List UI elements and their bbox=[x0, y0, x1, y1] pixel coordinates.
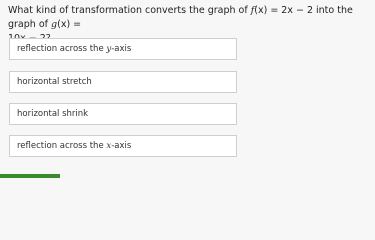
bottom-accent-bar bbox=[0, 174, 60, 178]
choice-var: y bbox=[106, 44, 112, 54]
choice-label: horizontal stretch bbox=[17, 77, 92, 87]
answer-choice-reflect-x-axis[interactable] bbox=[9, 135, 237, 157]
f-function-rhs: = 2x − 2 into the graph of bbox=[8, 5, 353, 30]
question-line1: What kind of transformation converts the graph of bbox=[8, 5, 251, 16]
g-function-name: g bbox=[51, 19, 58, 30]
g-function-eq: = bbox=[70, 19, 82, 30]
choice-var: x bbox=[106, 141, 112, 151]
f-function-name: f bbox=[250, 5, 255, 16]
choice-label: horizontal shrink bbox=[17, 109, 89, 119]
choice-label-pre: reflection across the bbox=[17, 44, 107, 54]
choice-label-post: -axis bbox=[111, 44, 132, 54]
answer-choice-horizontal-shrink[interactable] bbox=[9, 103, 237, 125]
choice-label-post: -axis bbox=[111, 141, 132, 151]
g-function-arg: (x) bbox=[57, 19, 71, 30]
f-function-arg: (x) bbox=[254, 5, 268, 16]
choice-label-pre: reflection across the bbox=[17, 141, 107, 151]
answer-choice-reflect-y-axis[interactable] bbox=[9, 38, 237, 60]
answer-choice-horizontal-stretch[interactable] bbox=[9, 71, 237, 93]
